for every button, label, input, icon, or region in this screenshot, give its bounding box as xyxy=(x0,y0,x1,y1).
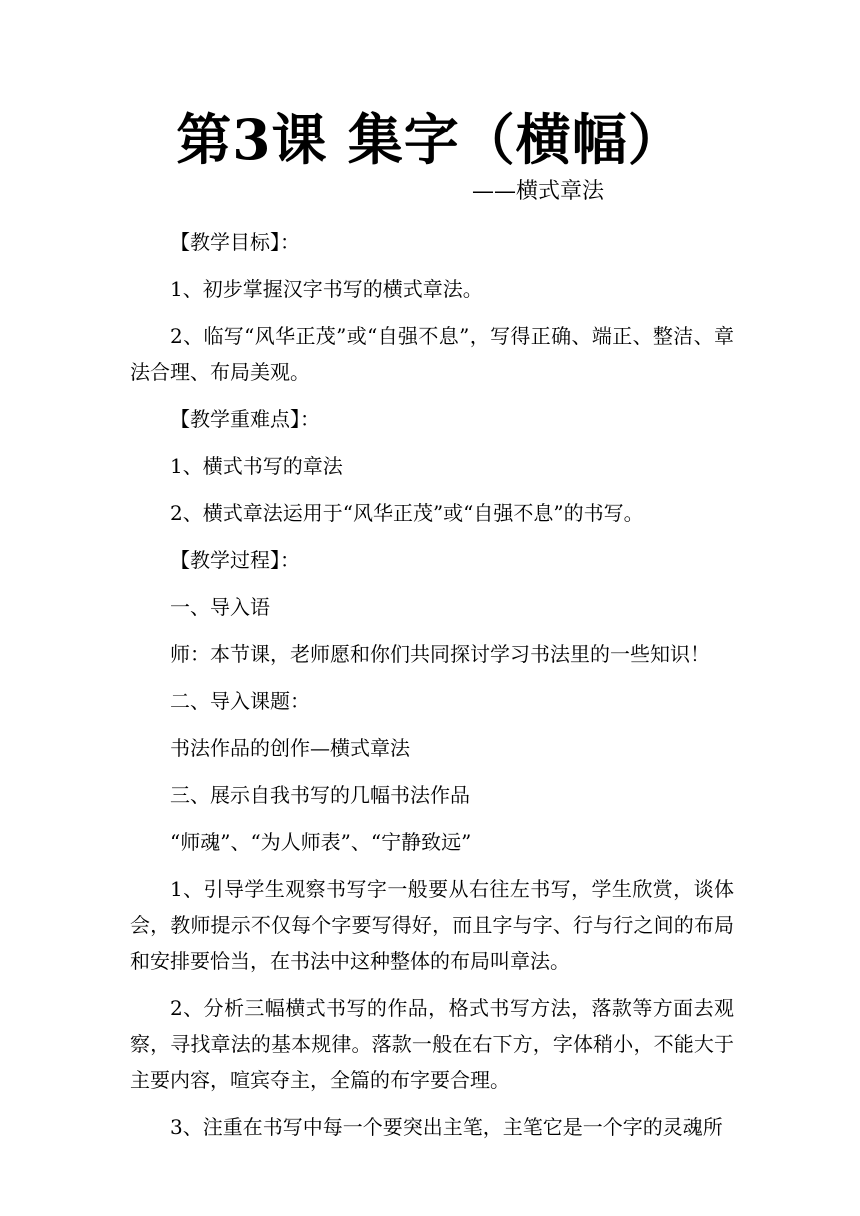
paragraph: 2、分析三幅横式书写的作品，格式书写方法，落款等方面去观察，寻找章法的基本规律。落款一般在右下方，字体稍小，不能大于主要内容，喧宾夺主，全篇的布字要合理。 xyxy=(130,996,734,1092)
paragraph: “师魂”、“为人师表”、“宁静致远” xyxy=(170,830,472,854)
paragraph: 3、注重在书写中每一个要突出主笔，主笔它是一个字的灵魂所 xyxy=(170,1115,723,1139)
paragraph: 三、展示自我书写的几幅书法作品 xyxy=(170,783,470,807)
paragraph: 师：本节课，老师愿和你们共同探讨学习书法里的一些知识！ xyxy=(170,642,710,666)
section-heading-process: 【教学过程】： xyxy=(170,548,300,572)
paragraph: 二、导入课题： xyxy=(170,689,310,713)
document-body xyxy=(130,224,734,1156)
paragraph: 2、横式章法运用于“风华正茂”或“自强不息”的书写。 xyxy=(170,501,644,525)
section-heading-objectives: 【教学目标】： xyxy=(170,230,300,254)
paragraph: 2、临写“风华正茂”或“自强不息”，写得正确、端正、整洁、章法合理、布局美观。 xyxy=(130,324,734,384)
page-title: 第3课 集字（横幅） xyxy=(176,107,684,172)
page-subtitle: ——横式章法 xyxy=(472,179,605,204)
paragraph: 1、横式书写的章法 xyxy=(170,454,343,478)
paragraph: 1、初步掌握汉字书写的横式章法。 xyxy=(170,277,483,301)
section-heading-key-points: 【教学重难点】： xyxy=(170,407,320,431)
paragraph: 一、导入语 xyxy=(170,595,270,619)
paragraph: 书法作品的创作—横式章法 xyxy=(170,736,410,760)
paragraph: 1、引导学生观察书写字一般要从右往左书写，学生欣赏，谈体会，教师提示不仅每个字要写得好，而且字与字、行与行之间的布局和安排要恰当，在书法中这种整体的布局叫章法。 xyxy=(130,877,734,973)
